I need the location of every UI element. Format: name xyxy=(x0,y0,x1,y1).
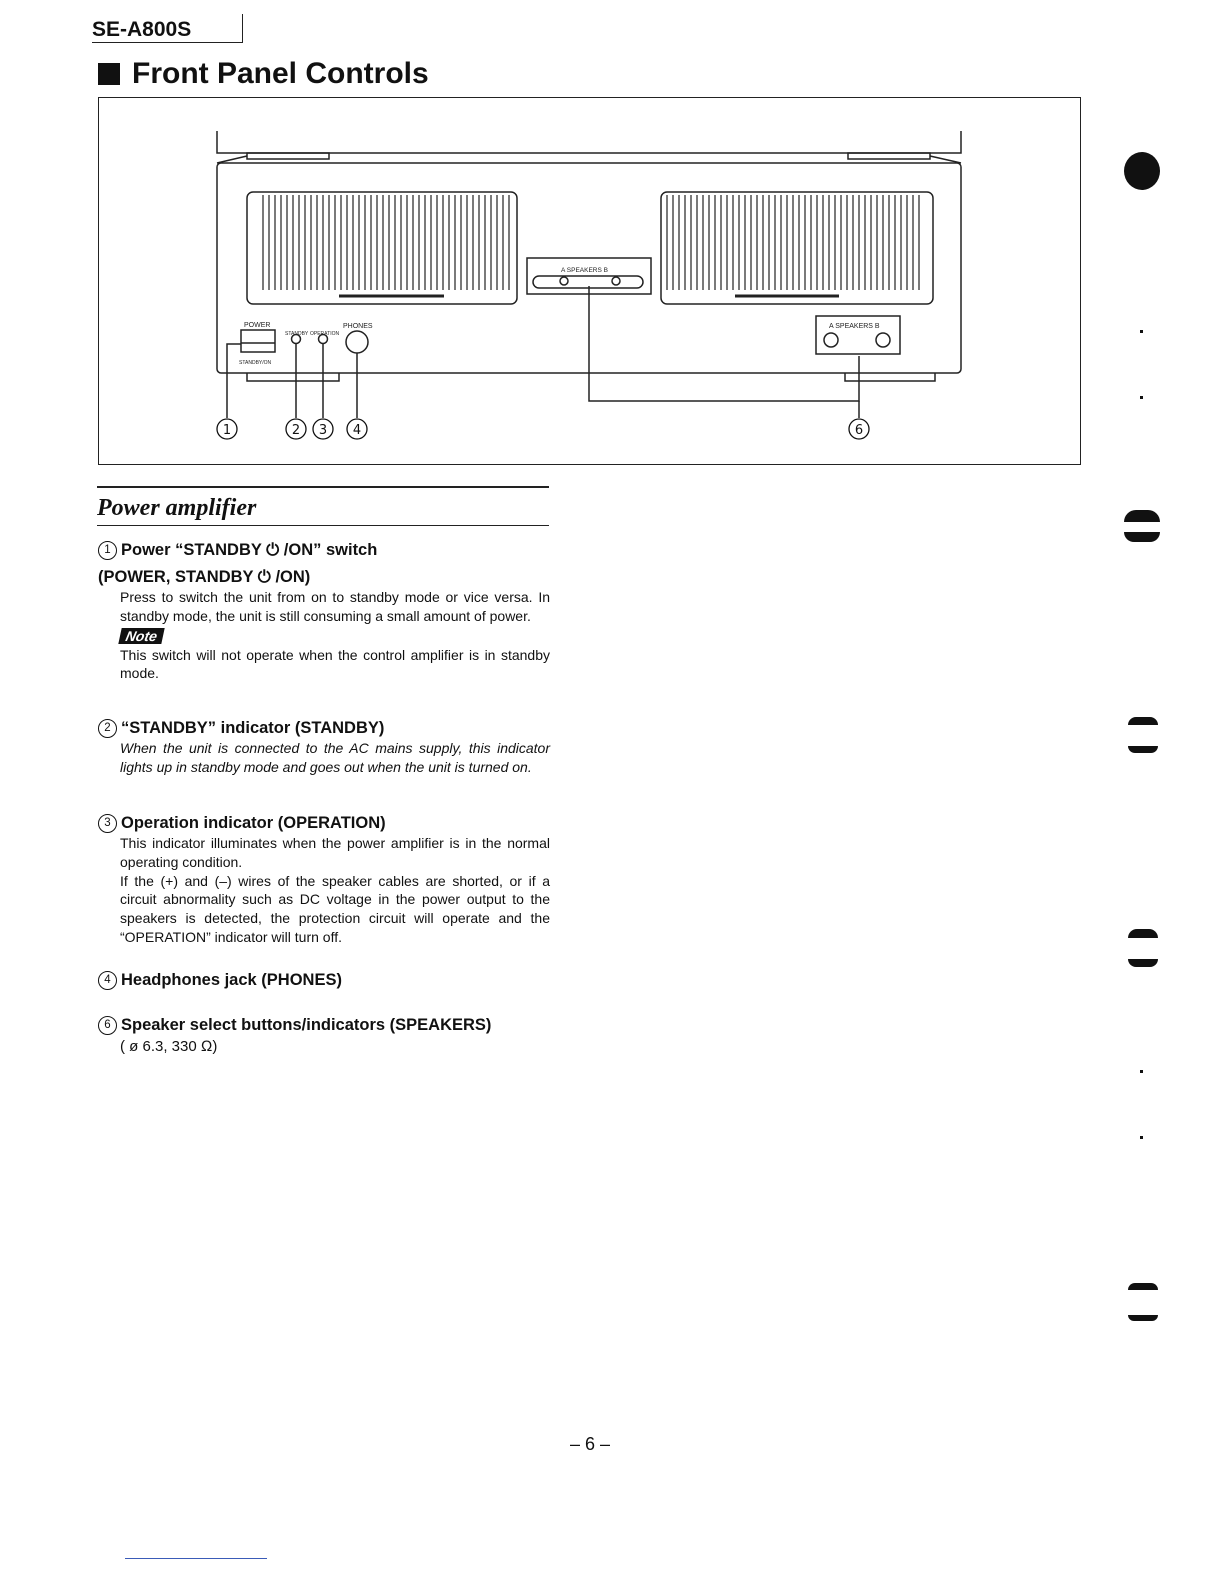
binding-mark xyxy=(1128,1315,1158,1321)
item-title: “STANDBY” indicator (STANDBY) xyxy=(121,719,385,737)
item-text: When the unit is connected to the AC mains supply, this indicator lights up in standby mode and goes out when the unit is turned on. xyxy=(120,740,550,775)
binding-mark xyxy=(1128,959,1158,967)
binding-mark xyxy=(1124,532,1160,542)
item-operation-indicator xyxy=(98,812,550,947)
item-subtitle: (POWER, STANDBY ⏻ /ON) xyxy=(98,568,311,586)
svg-text:3: 3 xyxy=(318,423,328,438)
model-id: SE-A800S xyxy=(92,14,243,43)
section-title xyxy=(98,54,429,94)
callout-1 xyxy=(217,419,237,439)
item-title: Headphones jack (PHONES) xyxy=(121,971,342,989)
callout-6 xyxy=(849,419,869,439)
binding-hole-mark xyxy=(1124,152,1160,190)
note-badge: Note xyxy=(118,628,165,644)
binding-mark xyxy=(1128,1283,1158,1290)
item-headphones-jack xyxy=(98,969,550,991)
item-text: ( ø 6.3, 330 Ω) xyxy=(120,1038,218,1055)
label-power: POWER xyxy=(244,322,271,329)
callout-4 xyxy=(347,419,367,439)
label-operation: OPERATION xyxy=(310,331,340,337)
svg-text:1: 1 xyxy=(222,423,232,438)
number-badge: 3 xyxy=(98,814,117,833)
label-standby-on: STANDBY/ON xyxy=(239,360,272,366)
item-title: Power “STANDBY ⏻ /ON” switch xyxy=(121,541,378,559)
section-title-text: Front Panel Controls xyxy=(132,57,429,90)
item-standby-indicator xyxy=(98,717,550,777)
left-vent-grille xyxy=(263,195,509,290)
square-bullet-icon xyxy=(98,63,120,85)
svg-text:6: 6 xyxy=(854,423,864,438)
subsection-title: Power amplifier xyxy=(97,486,549,526)
item-title: Operation indicator (OPERATION) xyxy=(121,814,386,832)
binding-mark xyxy=(1124,510,1160,522)
number-badge: 2 xyxy=(98,719,117,738)
right-vent-grille xyxy=(667,195,919,290)
binding-mark xyxy=(1128,746,1158,753)
label-speakers-center: A SPEAKERS B xyxy=(561,267,608,274)
callout-3 xyxy=(313,419,333,439)
item-power-switch xyxy=(98,539,550,683)
label-standby: STANDBY xyxy=(285,331,309,337)
speck xyxy=(1140,396,1143,399)
page-number: – 6 – xyxy=(569,1434,611,1454)
number-badge: 6 xyxy=(98,1016,117,1035)
number-badge: 4 xyxy=(98,971,117,990)
binding-mark xyxy=(1128,717,1158,725)
svg-text:2: 2 xyxy=(291,423,301,438)
front-panel-drawing xyxy=(99,98,1082,466)
front-panel-figure xyxy=(98,97,1081,465)
speck xyxy=(1140,1136,1143,1139)
speck xyxy=(1140,1070,1143,1073)
item-text-2: If the (+) and (–) wires of the speaker cables are shorted, or if a circuit abnormality such as DC voltage in the power output to the speakers is detected, the protection circuit will operate and the “OPERATION” indicator will turn off. xyxy=(120,872,550,945)
label-speakers-right: A SPEAKERS B xyxy=(829,323,880,330)
item-text: Press to switch the unit from on to standby mode or vice versa. In standby mode, the unit is still consuming a small amount of power. xyxy=(120,589,550,624)
number-badge: 1 xyxy=(98,541,117,560)
speck xyxy=(1140,330,1143,333)
label-phones: PHONES xyxy=(343,323,373,330)
callout-2 xyxy=(286,419,306,439)
note-text: This switch will not operate when the control amplifier is in standby mode. xyxy=(120,646,550,682)
item-title: Speaker select buttons/indicators (SPEAKERS) xyxy=(121,1016,492,1034)
item-speaker-select xyxy=(98,1014,550,1057)
footer-line xyxy=(125,1558,267,1559)
svg-text:4: 4 xyxy=(352,423,362,438)
binding-mark xyxy=(1128,929,1158,938)
item-text: This indicator illuminates when the power amplifier is in the normal operating condition. xyxy=(120,835,550,870)
